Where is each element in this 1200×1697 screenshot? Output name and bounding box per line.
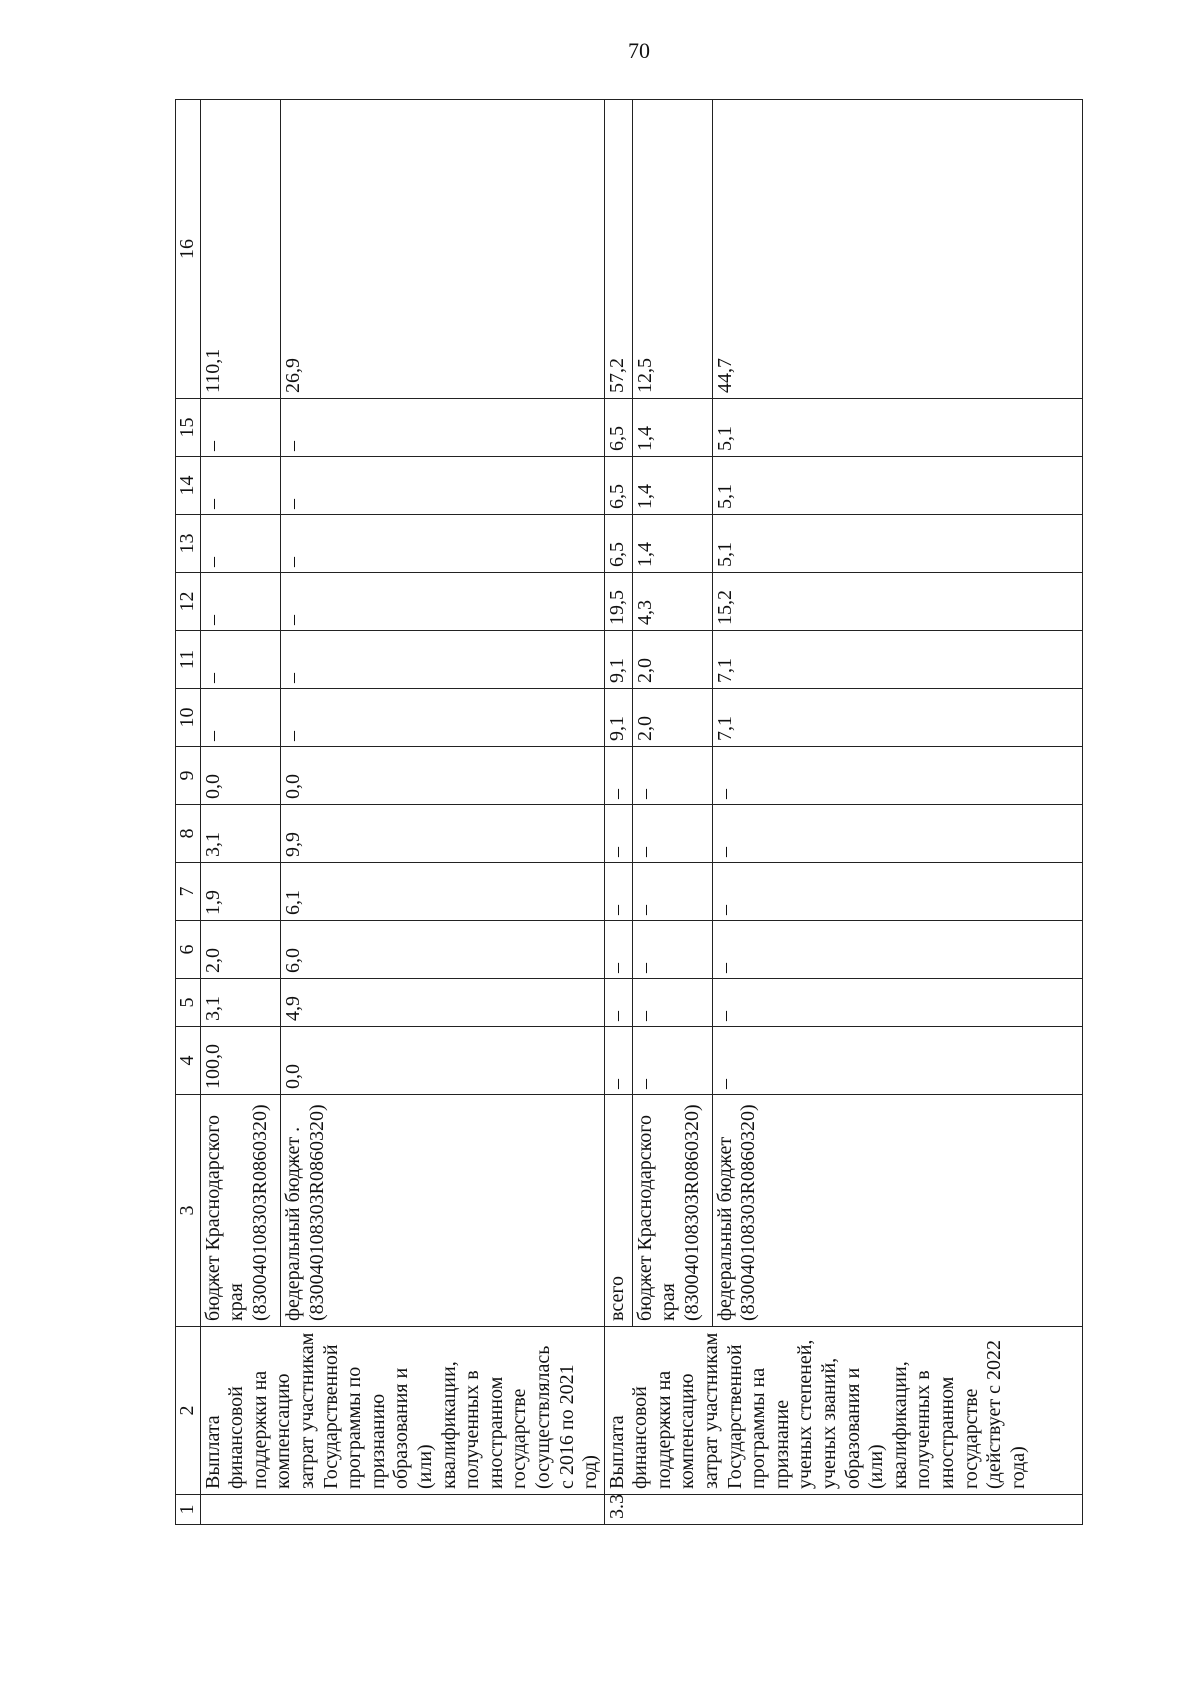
value-cell: –: [281, 573, 604, 631]
value-cell: 57,2: [604, 100, 632, 399]
value-cell: –: [604, 979, 632, 1027]
funding-source-cell: федеральный бюджет (830040108303R0860320): [712, 1095, 1082, 1327]
value-cell: –: [632, 805, 712, 863]
value-cell: –: [712, 921, 1082, 979]
header-cell: 6: [176, 921, 201, 979]
value-cell: 19,5: [604, 573, 632, 631]
value-cell: –: [632, 921, 712, 979]
table-row: [281, 100, 604, 1525]
value-cell: 9,1: [604, 689, 632, 747]
value-cell: –: [281, 689, 604, 747]
header-cell: 1: [176, 1495, 201, 1525]
value-cell: 44,7: [712, 100, 1082, 399]
value-cell: 3,1: [200, 979, 281, 1027]
funding-source-cell: федеральный бюджет . (830040108303R0860320): [281, 1095, 604, 1327]
table-row: [200, 100, 281, 1525]
table-row: [712, 100, 1082, 1525]
value-cell: 7,1: [712, 689, 1082, 747]
value-cell: –: [632, 747, 712, 805]
value-cell: 2,0: [632, 689, 712, 747]
value-cell: 1,4: [632, 399, 712, 457]
value-cell: 110,1: [200, 100, 281, 399]
value-cell: 2,0: [632, 631, 712, 689]
value-cell: –: [712, 747, 1082, 805]
value-cell: –: [712, 979, 1082, 1027]
value-cell: –: [712, 1027, 1082, 1095]
value-cell: 7,1: [712, 631, 1082, 689]
header-cell: 15: [176, 399, 201, 457]
value-cell: –: [632, 863, 712, 921]
value-cell: –: [200, 631, 281, 689]
measure-name-cell: Выплата финансовой поддержки на компенсацию затрат участникам Государственной программы по признанию образования и (или) квалификации, полученных в иностранном государстве (осуществлялась с 2016 по 2021 год): [200, 1327, 604, 1495]
value-cell: –: [281, 515, 604, 573]
value-cell: 1,4: [632, 515, 712, 573]
value-cell: 6,5: [604, 515, 632, 573]
value-cell: 26,9: [281, 100, 604, 399]
value-cell: –: [200, 399, 281, 457]
value-cell: 5,1: [712, 457, 1082, 515]
header-cell: 4: [176, 1027, 201, 1095]
header-cell: 12: [176, 573, 201, 631]
budget-table: [175, 99, 1083, 1525]
value-cell: –: [200, 457, 281, 515]
value-cell: 15,2: [712, 573, 1082, 631]
value-cell: –: [281, 631, 604, 689]
value-cell: –: [712, 863, 1082, 921]
value-cell: 6,0: [281, 921, 604, 979]
value-cell: –: [604, 863, 632, 921]
header-cell: 7: [176, 863, 201, 921]
value-cell: –: [200, 573, 281, 631]
header-cell: 8: [176, 805, 201, 863]
value-cell: –: [604, 805, 632, 863]
value-cell: 4,9: [281, 979, 604, 1027]
header-cell: 5: [176, 979, 201, 1027]
value-cell: 3,1: [200, 805, 281, 863]
value-cell: –: [712, 805, 1082, 863]
header-cell: 16: [176, 100, 201, 399]
value-cell: –: [281, 399, 604, 457]
value-cell: 9,9: [281, 805, 604, 863]
header-cell: 10: [176, 689, 201, 747]
value-cell: 1,9: [200, 863, 281, 921]
value-cell: –: [604, 1027, 632, 1095]
value-cell: 5,1: [712, 515, 1082, 573]
header-cell: 14: [176, 457, 201, 515]
funding-source-cell: бюджет Краснодарского края (830040108303R0860320): [200, 1095, 281, 1327]
table-row: [632, 100, 712, 1525]
value-cell: 6,1: [281, 863, 604, 921]
value-cell: 2,0: [200, 921, 281, 979]
value-cell: –: [604, 747, 632, 805]
rotated-table-container: [175, 100, 1085, 1525]
measure-name-cell: Выплата финансовой поддержки на компенсацию затрат участникам Государственной программы на признание ученых степеней, ученых званий, образования и (или) квалификации, полученных в иностранном государстве (действует с 2022 года): [604, 1327, 1082, 1495]
row-number-cell: [200, 1495, 604, 1525]
value-cell: –: [200, 515, 281, 573]
funding-source-cell: бюджет Краснодарского края (830040108303R0860320): [632, 1095, 712, 1327]
value-cell: 12,5: [632, 100, 712, 399]
value-cell: 100,0: [200, 1027, 281, 1095]
header-cell: 3: [176, 1095, 201, 1327]
row-number-cell: 3.3: [604, 1495, 1082, 1525]
funding-source-cell: всего: [604, 1095, 632, 1327]
value-cell: –: [281, 457, 604, 515]
value-cell: 0,0: [281, 747, 604, 805]
value-cell: 4,3: [632, 573, 712, 631]
value-cell: –: [604, 921, 632, 979]
value-cell: 6,5: [604, 457, 632, 515]
value-cell: 1,4: [632, 457, 712, 515]
value-cell: 6,5: [604, 399, 632, 457]
header-cell: 2: [176, 1327, 201, 1495]
header-cell: 11: [176, 631, 201, 689]
header-cell: 13: [176, 515, 201, 573]
table-header-row: [176, 100, 201, 1525]
value-cell: 0,0: [200, 747, 281, 805]
value-cell: 9,1: [604, 631, 632, 689]
header-cell: 9: [176, 747, 201, 805]
value-cell: 5,1: [712, 399, 1082, 457]
value-cell: –: [200, 689, 281, 747]
value-cell: –: [632, 979, 712, 1027]
value-cell: –: [632, 1027, 712, 1095]
table-row: [604, 100, 632, 1525]
page-number: 70: [628, 38, 650, 63]
value-cell: 0,0: [281, 1027, 604, 1095]
